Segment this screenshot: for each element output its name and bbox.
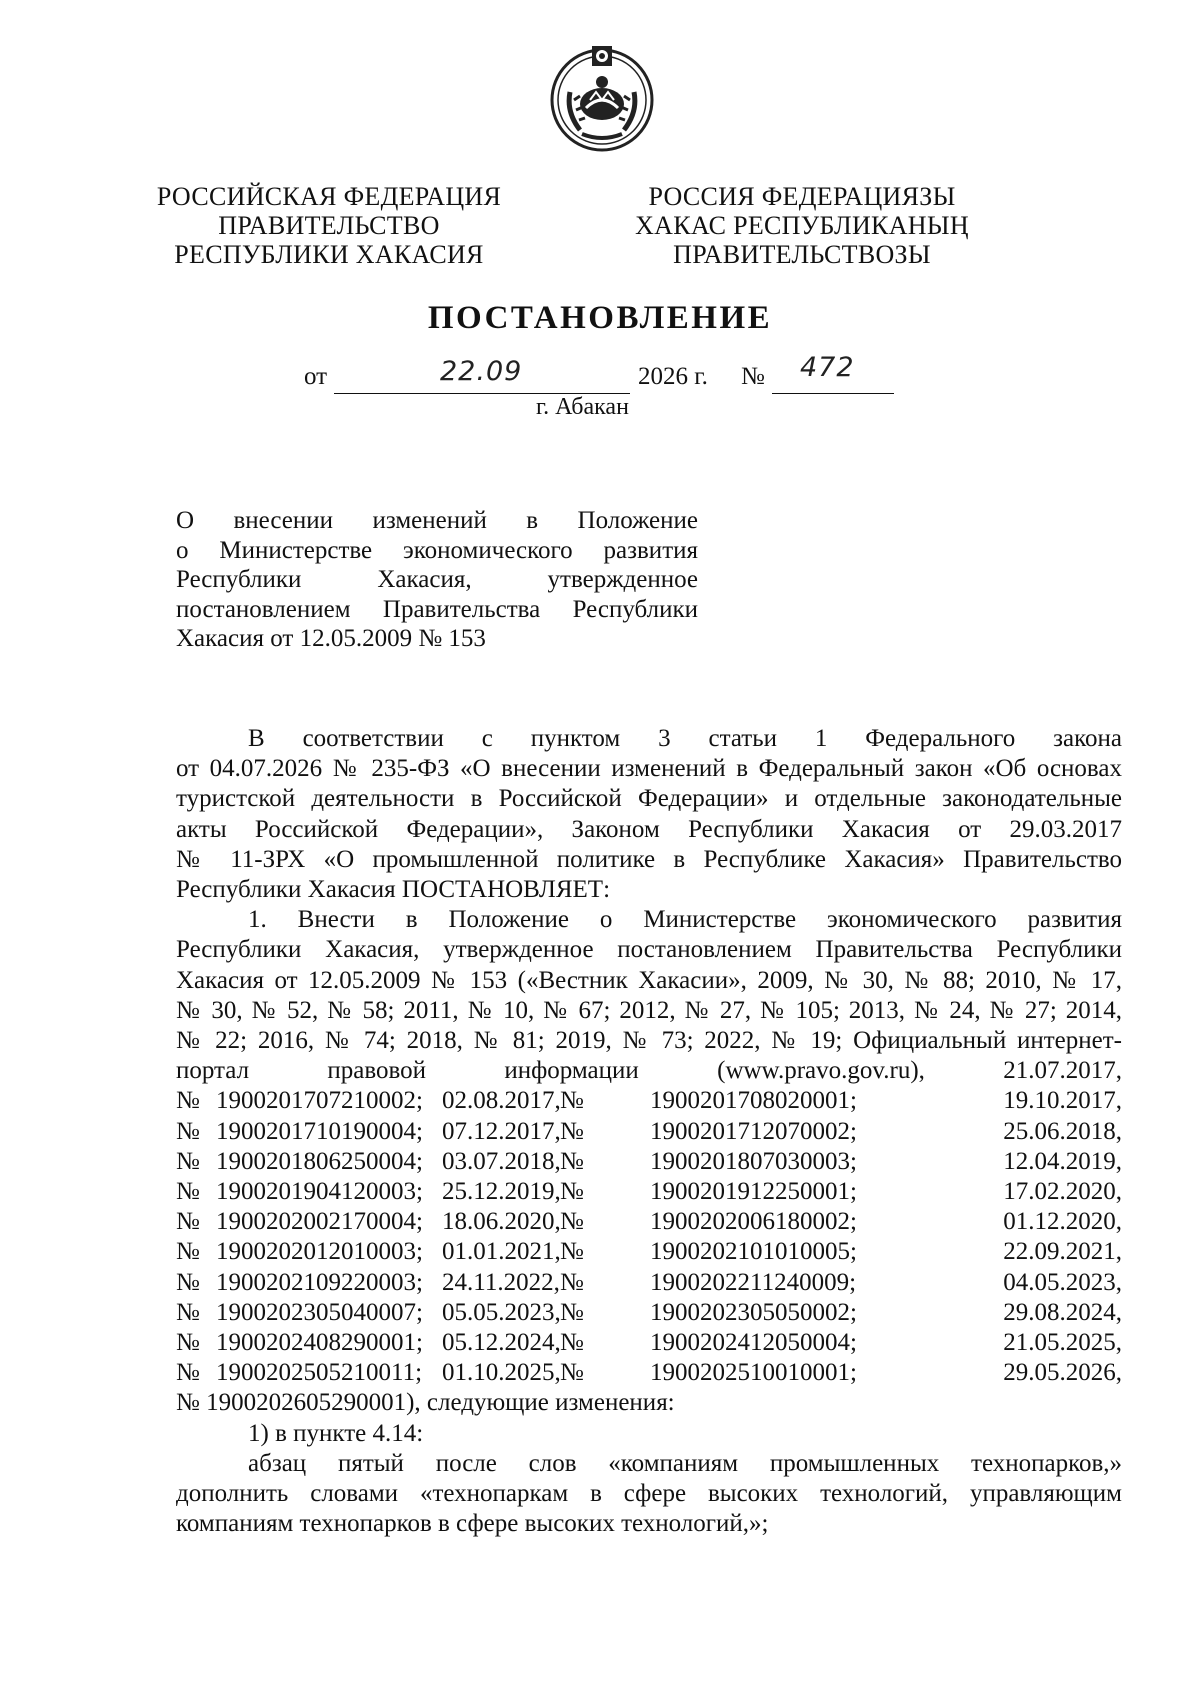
registry-number-sign: № bbox=[176, 1359, 200, 1387]
preamble-line: В соответствии с пунктом 3 статьи 1 Федерального закона bbox=[248, 725, 1122, 752]
registry-number: 1900201712070002; bbox=[650, 1117, 857, 1145]
registry-number-sign: № bbox=[176, 1238, 200, 1266]
registry-number: 1900202002170004; bbox=[216, 1208, 423, 1236]
registry-date: 03.07.2018, bbox=[442, 1147, 561, 1175]
registry-number: 1900202510010001; bbox=[650, 1359, 857, 1387]
subitem-line: компаниям технопарков в сфере высоких технологий,»; bbox=[176, 1510, 769, 1538]
registry-number: 1900201806250004; bbox=[216, 1147, 423, 1175]
document-body bbox=[176, 724, 1122, 1539]
registry-number-sign: № bbox=[176, 1268, 200, 1296]
date-prefix: от bbox=[304, 363, 328, 390]
registry-number-sign: № bbox=[176, 1178, 200, 1206]
subitem-line: абзац пятый после слов «компаниям промышленных технопарков,» bbox=[248, 1449, 1122, 1477]
header-left-line: РОССИЙСКАЯ ФЕДЕРАЦИЯ bbox=[156, 182, 502, 211]
handwritten-date: 22.09 bbox=[440, 356, 523, 387]
registry-number: 1900201807030003; bbox=[650, 1147, 857, 1175]
registry-number: 1900201708020001; bbox=[650, 1087, 857, 1115]
registry-number: 1900202505210011; bbox=[216, 1359, 423, 1387]
header-right-line: ХАКАС РЕСПУБЛИКАНЫҢ bbox=[635, 211, 969, 240]
subject-line: о Министерстве экономического развития bbox=[176, 536, 698, 564]
registry-number: 1900201710190004; bbox=[216, 1117, 423, 1145]
registry-date: 12.04.2019, bbox=[1003, 1147, 1122, 1175]
registry-number-sign: № bbox=[560, 1178, 584, 1206]
registry-number: 1900202006180002; bbox=[650, 1208, 857, 1236]
number-label: № bbox=[741, 363, 765, 390]
registry-date: 18.06.2020, bbox=[442, 1208, 561, 1236]
item1-line: 1. Внести в Положение о Министерстве экономического развития bbox=[248, 906, 1122, 934]
subject-line: Республики Хакасия, утвержденное bbox=[176, 566, 698, 593]
registry-number-sign: № bbox=[176, 1329, 200, 1357]
registry-date: 29.08.2024, bbox=[1003, 1298, 1122, 1326]
registry-number: 1900201707210002; bbox=[216, 1087, 423, 1115]
registry-date: 01.01.2021, bbox=[442, 1238, 561, 1266]
registry-number: 1900202412050004; bbox=[650, 1329, 857, 1357]
registry-date: 22.09.2021, bbox=[1003, 1238, 1122, 1266]
preamble-line: туристской деятельности в Российской Федерации» и отдельные законодательные bbox=[176, 785, 1122, 813]
registry-date: 25.12.2019, bbox=[442, 1178, 561, 1206]
item1-line: портал правовой информации (www.pravo.gov.ru), 21.07.2017, bbox=[176, 1057, 1122, 1085]
registry-number-sign: № bbox=[176, 1208, 200, 1236]
coat-of-arms-emblem-icon bbox=[546, 42, 658, 154]
registry-date: 25.06.2018, bbox=[1003, 1117, 1122, 1145]
registry-date: 01.12.2020, bbox=[1003, 1208, 1122, 1236]
registry-date: 17.02.2020, bbox=[1003, 1178, 1122, 1206]
preamble-line: Республики Хакасия ПОСТАНОВЛЯЕТ: bbox=[176, 876, 611, 904]
registry-list bbox=[176, 1086, 1122, 1388]
registry-date: 04.05.2023, bbox=[1003, 1268, 1122, 1296]
registry-number-sign: № bbox=[560, 1298, 584, 1326]
registry-number-sign: № bbox=[560, 1359, 584, 1387]
subject-line: Хакасия от 12.05.2009 № 153 bbox=[176, 625, 486, 652]
registry-number: 1900202305050002; bbox=[650, 1298, 857, 1326]
registry-number: 1900201912250001; bbox=[650, 1178, 857, 1206]
city-label: г. Абакан bbox=[536, 394, 629, 420]
header-right-line: РОССИЯ ФЕДЕРАЦИЯЗЫ bbox=[648, 182, 956, 211]
subitem-line: дополнить словами «технопаркам в сфере высоких технологий, управляющим bbox=[176, 1480, 1122, 1508]
item1-tail: № 1900202605290001), следующие изменения: bbox=[176, 1389, 675, 1417]
registry-number-sign: № bbox=[560, 1208, 584, 1236]
registry-date: 02.08.2017, bbox=[442, 1087, 561, 1115]
header-left-block bbox=[149, 182, 509, 269]
registry-number: 1900202012010003; bbox=[216, 1238, 423, 1266]
registry-number-sign: № bbox=[560, 1268, 584, 1296]
registry-number-sign: № bbox=[176, 1087, 200, 1115]
item1-line: Хакасия от 12.05.2009 № 153 («Вестник Хакасии», 2009, № 30, № 88; 2010, № 17, bbox=[176, 966, 1122, 994]
registry-date: 01.10.2025, bbox=[442, 1359, 561, 1387]
registry-number-sign: № bbox=[176, 1117, 200, 1145]
header-left-line: РЕСПУБЛИКИ ХАКАСИЯ bbox=[174, 240, 484, 269]
subject-line: постановлением Правительства Республики bbox=[176, 595, 698, 623]
registry-date: 19.10.2017, bbox=[1003, 1087, 1122, 1115]
header-right-line: ПРАВИТЕЛЬСТВОЗЫ bbox=[673, 240, 931, 269]
subject-block bbox=[176, 506, 698, 654]
registry-date: 21.05.2025, bbox=[1003, 1329, 1122, 1357]
registry-number-sign: № bbox=[176, 1298, 200, 1326]
item1-line: Республики Хакасия, утвержденное постановлением Правительства Республики bbox=[176, 936, 1122, 964]
preamble-line: акты Российской Федерации», Законом Республики Хакасия от 29.03.2017 bbox=[176, 815, 1122, 843]
registry-number: 1900202101010005; bbox=[650, 1238, 857, 1266]
header-left-line: ПРАВИТЕЛЬСТВО bbox=[218, 211, 440, 240]
registry-number: 1900202211240009; bbox=[650, 1268, 857, 1296]
subject-line: О внесении изменений в Положение bbox=[176, 507, 698, 534]
registry-number: 1900202109220003; bbox=[216, 1268, 423, 1296]
registry-number-sign: № bbox=[560, 1117, 584, 1145]
registry-number-sign: № bbox=[560, 1147, 584, 1175]
registry-date: 05.12.2024, bbox=[442, 1329, 561, 1357]
handwritten-number: 472 bbox=[800, 352, 855, 383]
date-year: 2026 г. bbox=[638, 363, 708, 390]
registry-number: 1900202305040007; bbox=[216, 1298, 423, 1326]
header-right-block bbox=[622, 182, 982, 269]
preamble-line: № 11-ЗРХ «О промышленной политике в Республике Хакасия» Правительство bbox=[176, 845, 1122, 873]
registry-date: 24.11.2022, bbox=[442, 1268, 560, 1296]
registry-number-sign: № bbox=[560, 1087, 584, 1115]
subitem-heading: 1) в пункте 4.14: bbox=[248, 1419, 424, 1447]
registry-date: 29.05.2026, bbox=[1003, 1359, 1122, 1387]
registry-date: 05.05.2023, bbox=[442, 1298, 561, 1326]
registry-number-sign: № bbox=[560, 1329, 584, 1357]
item1-line: № 30, № 52, № 58; 2011, № 10, № 67; 2012, № 27, № 105; 2013, № 24, № 27; 2014, bbox=[176, 996, 1122, 1024]
registry-date: 07.12.2017, bbox=[442, 1117, 561, 1145]
registry-number-sign: № bbox=[176, 1147, 200, 1175]
preamble-line: от 04.07.2026 № 235-ФЗ «О внесении изменений в Федеральный закон «Об основах bbox=[176, 755, 1122, 783]
registry-number: 1900201904120003; bbox=[216, 1178, 423, 1206]
registry-number: 1900202408290001; bbox=[216, 1329, 423, 1357]
registry-number-sign: № bbox=[560, 1238, 584, 1266]
item1-line: № 22; 2016, № 74; 2018, № 81; 2019, № 73; 2022, № 19; Официальный интернет- bbox=[176, 1027, 1122, 1055]
document-title: ПОСТАНОВЛЕНИЕ bbox=[427, 300, 773, 336]
